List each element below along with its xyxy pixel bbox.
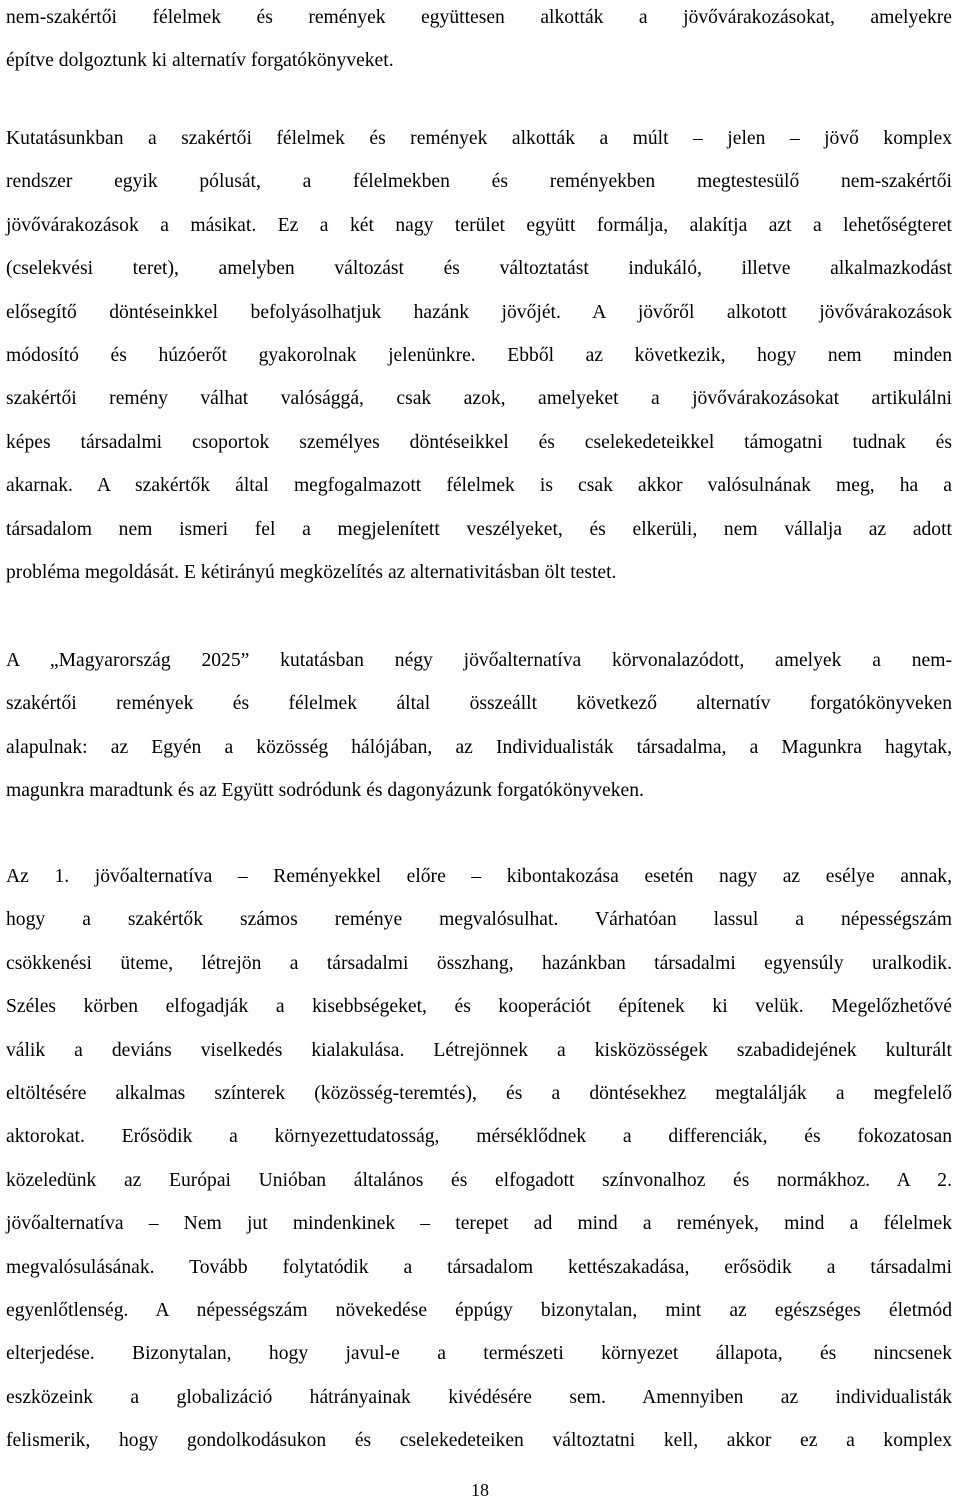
text-line: alapulnak: az Egyén a közösség hálójában, az Individualisták társadalma, a Magunkra hagytak, xyxy=(6,736,952,758)
text-line: hogy a szakértők számos reménye megvalósulhat. Várhatóan lassul a népességszám xyxy=(6,909,952,931)
text-line: válik a deviáns viselkedés kialakulása. Létrejönnek a kisközösségek szabadidejének kulturált xyxy=(6,1039,952,1061)
text-line: jövővárakozások a másikat. Ez a két nagy terület együtt formálja, alakítja azt a lehetőségteret xyxy=(6,214,952,236)
paragraph-research-poles xyxy=(6,117,952,594)
text-line: Széles körben elfogadják a kisebbségeket, és kooperációt építenek ki velük. Megelőzhetővé xyxy=(6,996,952,1018)
text-line: szakértői remény válhat valósággá, csak azok, amelyeket a jövővárakozásokat artikulálni xyxy=(6,388,952,410)
text-line: megvalósulásának. Tovább folytatódik a társadalom kettészakadása, erősödik a társadalmi xyxy=(6,1256,952,1278)
text-line: jövőalternatíva – Nem jut mindenkinek – terepet ad mind a remények, mind a félelmek xyxy=(6,1213,952,1235)
text-line: csökkenési üteme, létrejön a társadalmi összhang, hazánkban társadalmi egyensúly uralkodik. xyxy=(6,952,952,974)
paragraph-intro-continuation xyxy=(6,0,952,83)
paragraph-scenarios xyxy=(6,639,952,813)
text-line: egyenlőtlenség. A népességszám növekedése éppúgy bizonytalan, mint az egészséges életmód xyxy=(6,1299,952,1321)
text-line: felismerik, hogy gondolkodásukon és cselekedeteiken változtatni kell, akkor ez a komplex xyxy=(6,1430,952,1452)
text-line: rendszer egyik pólusát, a félelmekben és reményekben megtestesülő nem-szakértői xyxy=(6,171,952,193)
paragraph-alternatives xyxy=(6,855,952,1462)
text-line: magunkra maradtunk és az Együtt sodródunk és dagonyázunk forgatókönyveken. xyxy=(6,780,644,802)
text-line: (cselekvési teret), amelyben változást és változtatást indukáló, illetve alkalmazkodást xyxy=(6,258,952,280)
text-line: közeledünk az Európai Unióban általános és elfogadott színvonalhoz és normákhoz. A 2. xyxy=(6,1169,952,1191)
text-line: szakértői remények és félelmek által összeállt következő alternatív forgatókönyveken xyxy=(6,693,952,715)
text-line: eltöltésére alkalmas színterek (közösség-teremtés), és a döntésekhez megtalálják a megfelelő xyxy=(6,1082,952,1104)
text-line: akarnak. A szakértők által megfogalmazott félelmek is csak akkor valósulnának meg, ha a xyxy=(6,475,952,497)
text-line: Kutatásunkban a szakértői félelmek és remények alkották a múlt – jelen – jövő komplex xyxy=(6,128,952,149)
text-line: eszközeink a globalizáció hátrányainak kivédésére sem. Amennyiben az individualisták xyxy=(6,1386,952,1408)
text-line: társadalom nem ismeri fel a megjelenített veszélyeket, és elkerüli, nem vállalja az adott xyxy=(6,518,952,540)
text-line: aktorokat. Erősödik a környezettudatosság, mérséklődnek a differenciák, és fokozatosan xyxy=(6,1126,952,1148)
text-line: A „Magyarország 2025” kutatásban négy jövőalternatíva körvonalazódott, amelyek a nem- xyxy=(6,650,952,671)
page-number: 18 xyxy=(471,1480,489,1500)
text-line: építve dolgoztunk ki alternatív forgatókönyveket. xyxy=(6,50,394,72)
text-line: probléma megoldását. E kétirányú megközelítés az alternativitásban ölt testet. xyxy=(6,561,617,583)
text-line: nem-szakértői félelmek és remények együttesen alkották a jövővárakozásokat, amelyekre xyxy=(6,7,952,28)
text-line: képes társadalmi csoportok személyes döntéseikkel és cselekedeteikkel támogatni tudnak és xyxy=(6,431,952,453)
text-line: módosító és húzóerőt gyakorolnak jelenünkre. Ebből az következik, hogy nem minden xyxy=(6,344,952,366)
text-line: elterjedése. Bizonytalan, hogy javul-e a természeti környezet állapota, és nincsenek xyxy=(6,1343,952,1365)
text-line: Az 1. jövőalternatíva – Reményekkel előre – kibontakozása esetén nagy az esélye annak, xyxy=(6,866,952,887)
text-line: elősegítő döntéseinkkel befolyásolhatjuk hazánk jövőjét. A jövőről alkotott jövővárakozások xyxy=(6,301,952,323)
